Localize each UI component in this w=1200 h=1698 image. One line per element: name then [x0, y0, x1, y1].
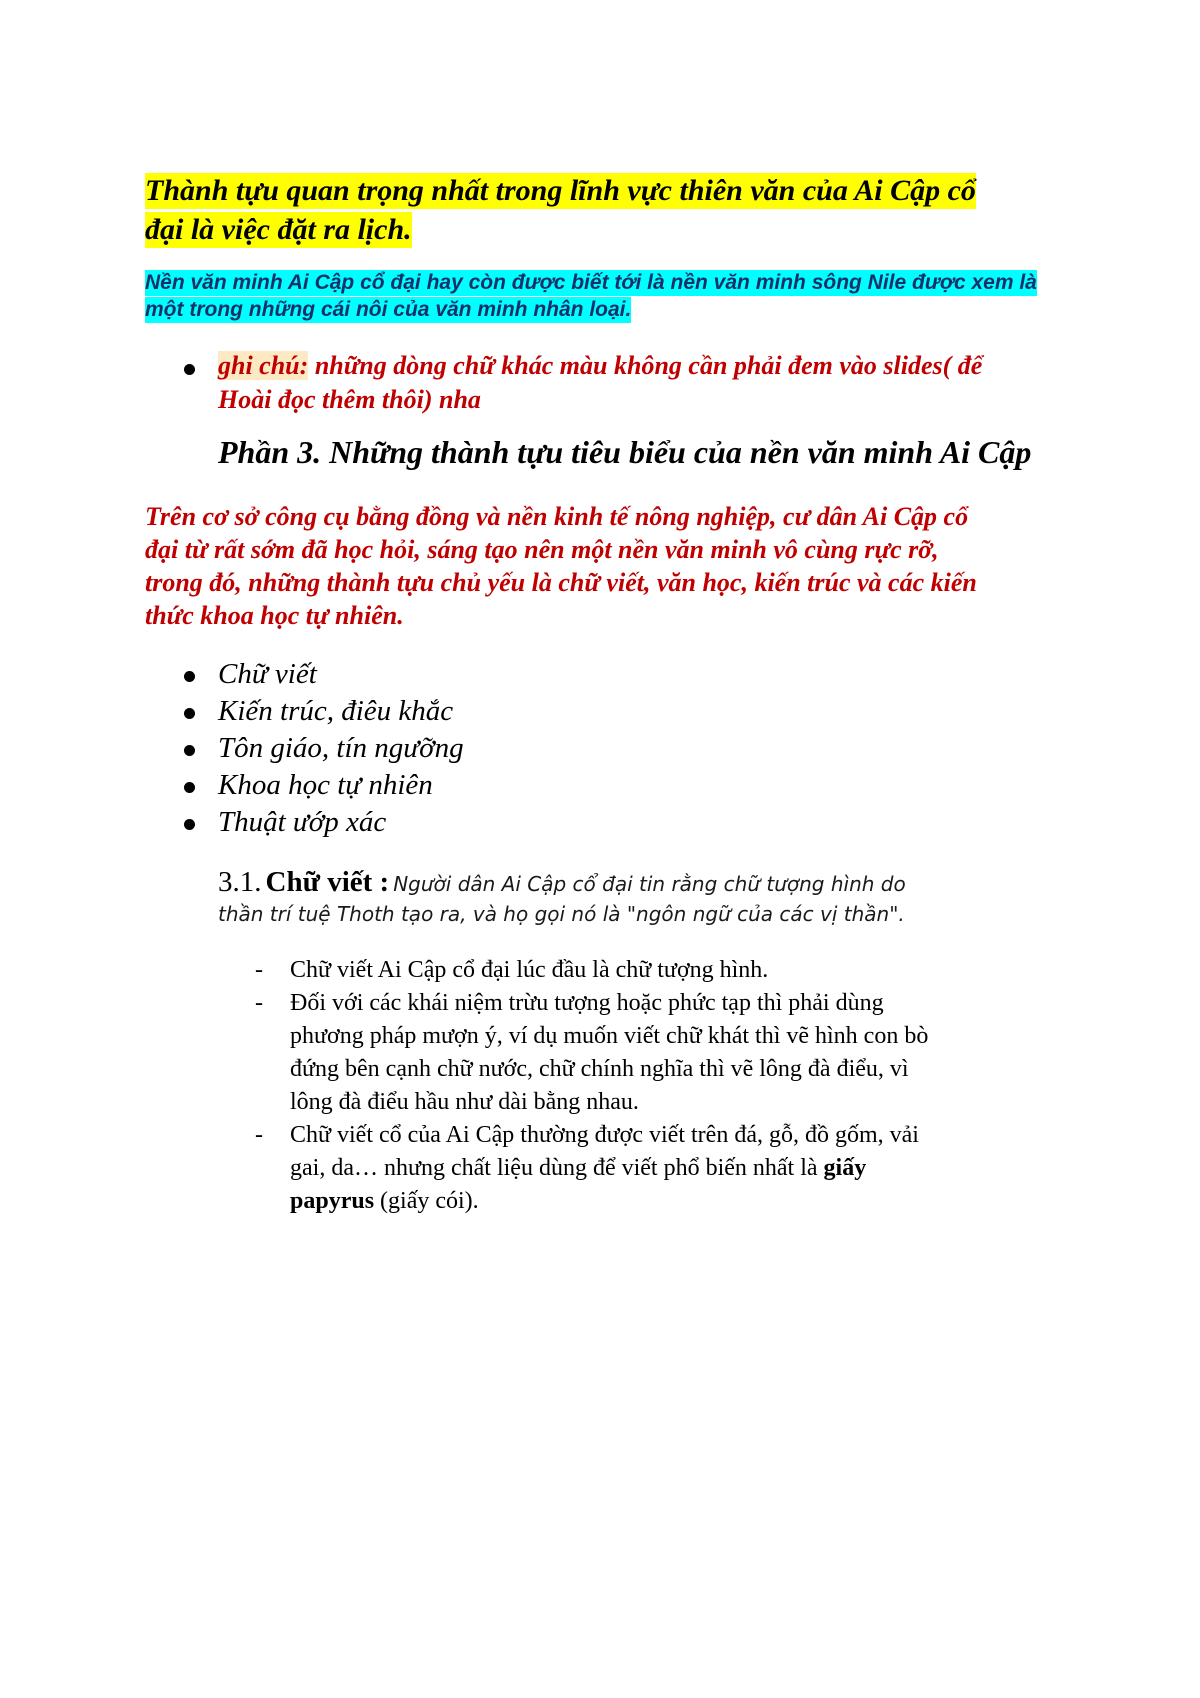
title-line-1: Thành tựu quan trọng nhất trong lĩnh vực thiên văn của Ai Cập cổ — [145, 174, 976, 207]
section-heading: Phần 3. Những thành tựu tiêu biểu của nền văn minh Ai Cập — [218, 434, 1032, 470]
point-2-line-2: phương pháp mượn ý, ví dụ muốn viết chữ khát thì vẽ hình con bò — [290, 1023, 929, 1049]
bullet-icon — [184, 819, 195, 830]
point-3-line-3 — [290, 1185, 479, 1217]
point-3-bold-word: giấy — [823, 1155, 867, 1181]
point-2-line-4: lông đà điểu hầu như dài bằng nhau. — [290, 1089, 639, 1115]
intro-line-2: đại từ rất sớm đã học hỏi, sáng tạo nên một nền văn minh vô cùng rực rỡ, — [145, 535, 939, 564]
highlight-note-line-2: một trong những cái nôi của văn minh nhân loại. — [145, 298, 632, 321]
bullet-icon — [184, 671, 195, 682]
bullet-icon — [184, 745, 195, 756]
bullet-icon — [184, 364, 195, 375]
point-2-line-3: đứng bên cạnh chữ nước, chữ chính nghĩa thì vẽ lông đà điểu, vì — [290, 1056, 909, 1082]
topic-item: Kiến trúc, điêu khắc — [218, 695, 454, 727]
point-3-text: gai, da… nhưng chất liệu dùng để viết phổ biến nhất là — [290, 1155, 824, 1181]
subsection-desc-line-2: thần trí tuệ Thoth tạo ra, và họ gọi nó là "ngôn ngữ của các vị thần". — [218, 902, 905, 926]
point-3-line-2 — [290, 1152, 866, 1184]
note-line-1 — [218, 350, 982, 382]
highlight-note-line-1: Nền văn minh Ai Cập cổ đại hay còn được biết tới là nền văn minh sông Nile được xem là — [145, 271, 1037, 294]
note-text: những dòng chữ khác màu không cần phải đem vào slides( để — [308, 351, 983, 380]
topic-item: Khoa học tự nhiên — [218, 769, 433, 801]
point-3-line-1: Chữ viết cổ của Ai Cập thường được viết trên đá, gỗ, đồ gốm, vải — [290, 1122, 919, 1148]
topic-item: Thuật ướp xác — [218, 806, 387, 838]
subsection-heading — [218, 866, 906, 899]
note-label: ghi chú: — [218, 351, 309, 380]
subsection-title: Chữ viết : — [265, 866, 390, 898]
topic-item: Chữ viết — [218, 658, 317, 690]
dash-marker: - — [255, 990, 263, 1016]
point-3-bold-term: papyrus — [290, 1188, 375, 1214]
intro-line-1: Trên cơ sở công cụ bằng đồng và nền kinh tế nông nghiệp, cư dân Ai Cập cổ — [145, 502, 969, 531]
note-line-2: Hoài đọc thêm thôi) nha — [218, 385, 481, 414]
point-2-line-1: Đối với các khái niệm trừu tượng hoặc phức tạp thì phải dùng — [290, 990, 884, 1016]
topic-item: Tôn giáo, tín ngưỡng — [218, 732, 464, 764]
intro-line-3: trong đó, những thành tựu chủ yếu là chữ viết, văn học, kiến trúc và các kiến — [145, 568, 977, 597]
dash-marker: - — [255, 1122, 263, 1148]
bullet-icon — [184, 708, 195, 719]
bullet-icon — [184, 782, 195, 793]
dash-marker: - — [255, 957, 263, 983]
title-line-2: đại là việc đặt ra lịch. — [145, 213, 412, 246]
subsection-number: 3.1. — [218, 866, 262, 898]
intro-line-4: thức khoa học tự nhiên. — [145, 601, 404, 630]
subsection-desc-line-1: Người dân Ai Cập cổ đại tin rằng chữ tượng hình do — [393, 872, 906, 896]
point-3-tail: (giấy cói). — [374, 1188, 479, 1214]
point-1: Chữ viết Ai Cập cổ đại lúc đầu là chữ tượng hình. — [290, 957, 769, 983]
